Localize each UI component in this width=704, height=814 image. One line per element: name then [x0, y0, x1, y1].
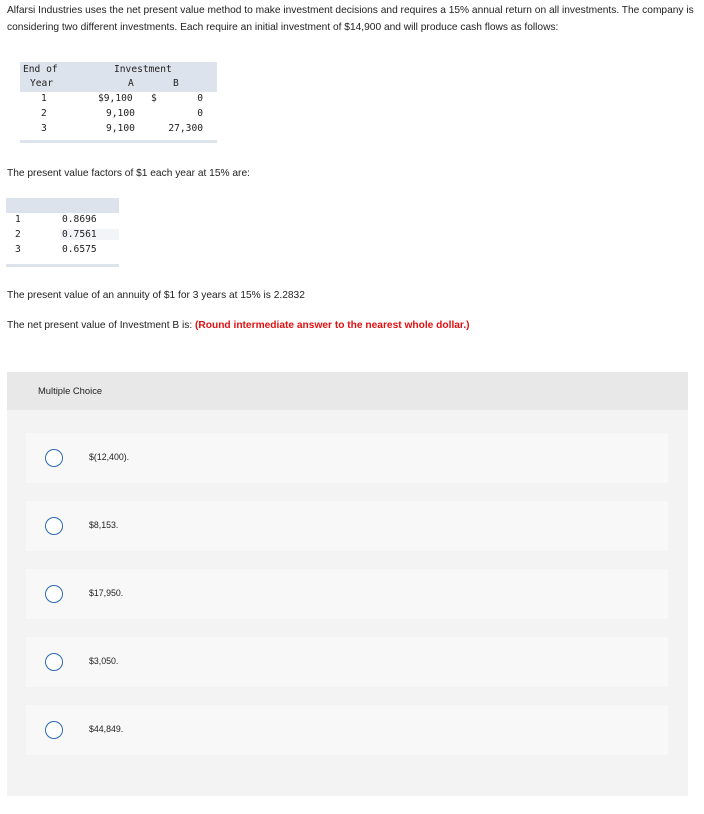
choice-option-2[interactable] [26, 501, 668, 551]
cell-a: 9,100 [106, 108, 135, 119]
cell-b: 0 [197, 108, 203, 119]
table-row [6, 228, 119, 243]
cell-year: 2 [15, 229, 21, 240]
pv-factor-table [6, 198, 119, 267]
cash-flow-table [20, 62, 217, 143]
choice-label: $17,950. [89, 588, 124, 598]
table-row [6, 213, 119, 228]
col-a: A [128, 78, 134, 89]
npv-prompt [7, 320, 470, 331]
radio-button[interactable] [45, 517, 63, 535]
choice-option-5[interactable] [26, 705, 668, 755]
radio-button[interactable] [45, 653, 63, 671]
choice-option-1[interactable] [26, 433, 668, 483]
rounding-hint: (Round intermediate answer to the nearest whole dollar.) [195, 320, 470, 331]
choice-option-4[interactable] [26, 637, 668, 687]
col-end-of: End of [23, 64, 58, 75]
multiple-choice-panel [7, 372, 688, 796]
col-year: Year [30, 78, 54, 89]
cell-year: 1 [41, 93, 47, 104]
annuity-text: The present value of an annuity of $1 for 3 years at 15% is 2.2832 [7, 290, 305, 301]
cell-year: 1 [15, 214, 21, 225]
cell-b: 27,300 [168, 123, 203, 134]
cell-year: 3 [15, 244, 21, 255]
cell-b: 0 [197, 93, 203, 104]
choice-label: $(12,400). [89, 452, 130, 462]
cell-factor: 0.6575 [62, 244, 97, 255]
multiple-choice-title: Multiple Choice [38, 385, 103, 396]
choice-label: $3,050. [89, 656, 119, 666]
cell-year: 3 [41, 123, 47, 134]
cash-flow-table-header [20, 62, 217, 92]
table-row [20, 92, 217, 107]
col-b: B [173, 78, 179, 89]
table-row [20, 107, 217, 122]
table-divider [20, 140, 217, 143]
multiple-choice-header [7, 372, 688, 410]
choice-label: $44,849. [89, 724, 124, 734]
pv-factor-title: The present value factors of $1 each year at 15% are: [7, 168, 250, 179]
radio-button[interactable] [45, 585, 63, 603]
npv-prompt-text: The net present value of Investment B is: [7, 320, 193, 331]
radio-button[interactable] [45, 721, 63, 739]
cell-a: $9,100 [98, 93, 133, 104]
table-divider [6, 264, 119, 267]
table-row [20, 122, 217, 137]
cell-a: 9,100 [106, 123, 135, 134]
pv-factor-table-header [6, 198, 119, 213]
cell-factor: 0.8696 [62, 214, 97, 225]
cell-year: 2 [41, 108, 47, 119]
choice-label: $8,153. [89, 520, 119, 530]
cell-factor: 0.7561 [60, 229, 119, 240]
col-investment: Investment [114, 64, 172, 75]
table-row [6, 243, 119, 258]
choice-option-3[interactable] [26, 569, 668, 619]
cell-a-sign: $ [151, 93, 157, 104]
question-intro: Alfarsi Industries uses the net present value method to make investment decisions and requires a 15% annual return on all investments. The company is considering two different investments. Each require an initial investment of $14,900 and will produce cash flows as follows: [7, 5, 694, 33]
radio-button[interactable] [45, 449, 63, 467]
